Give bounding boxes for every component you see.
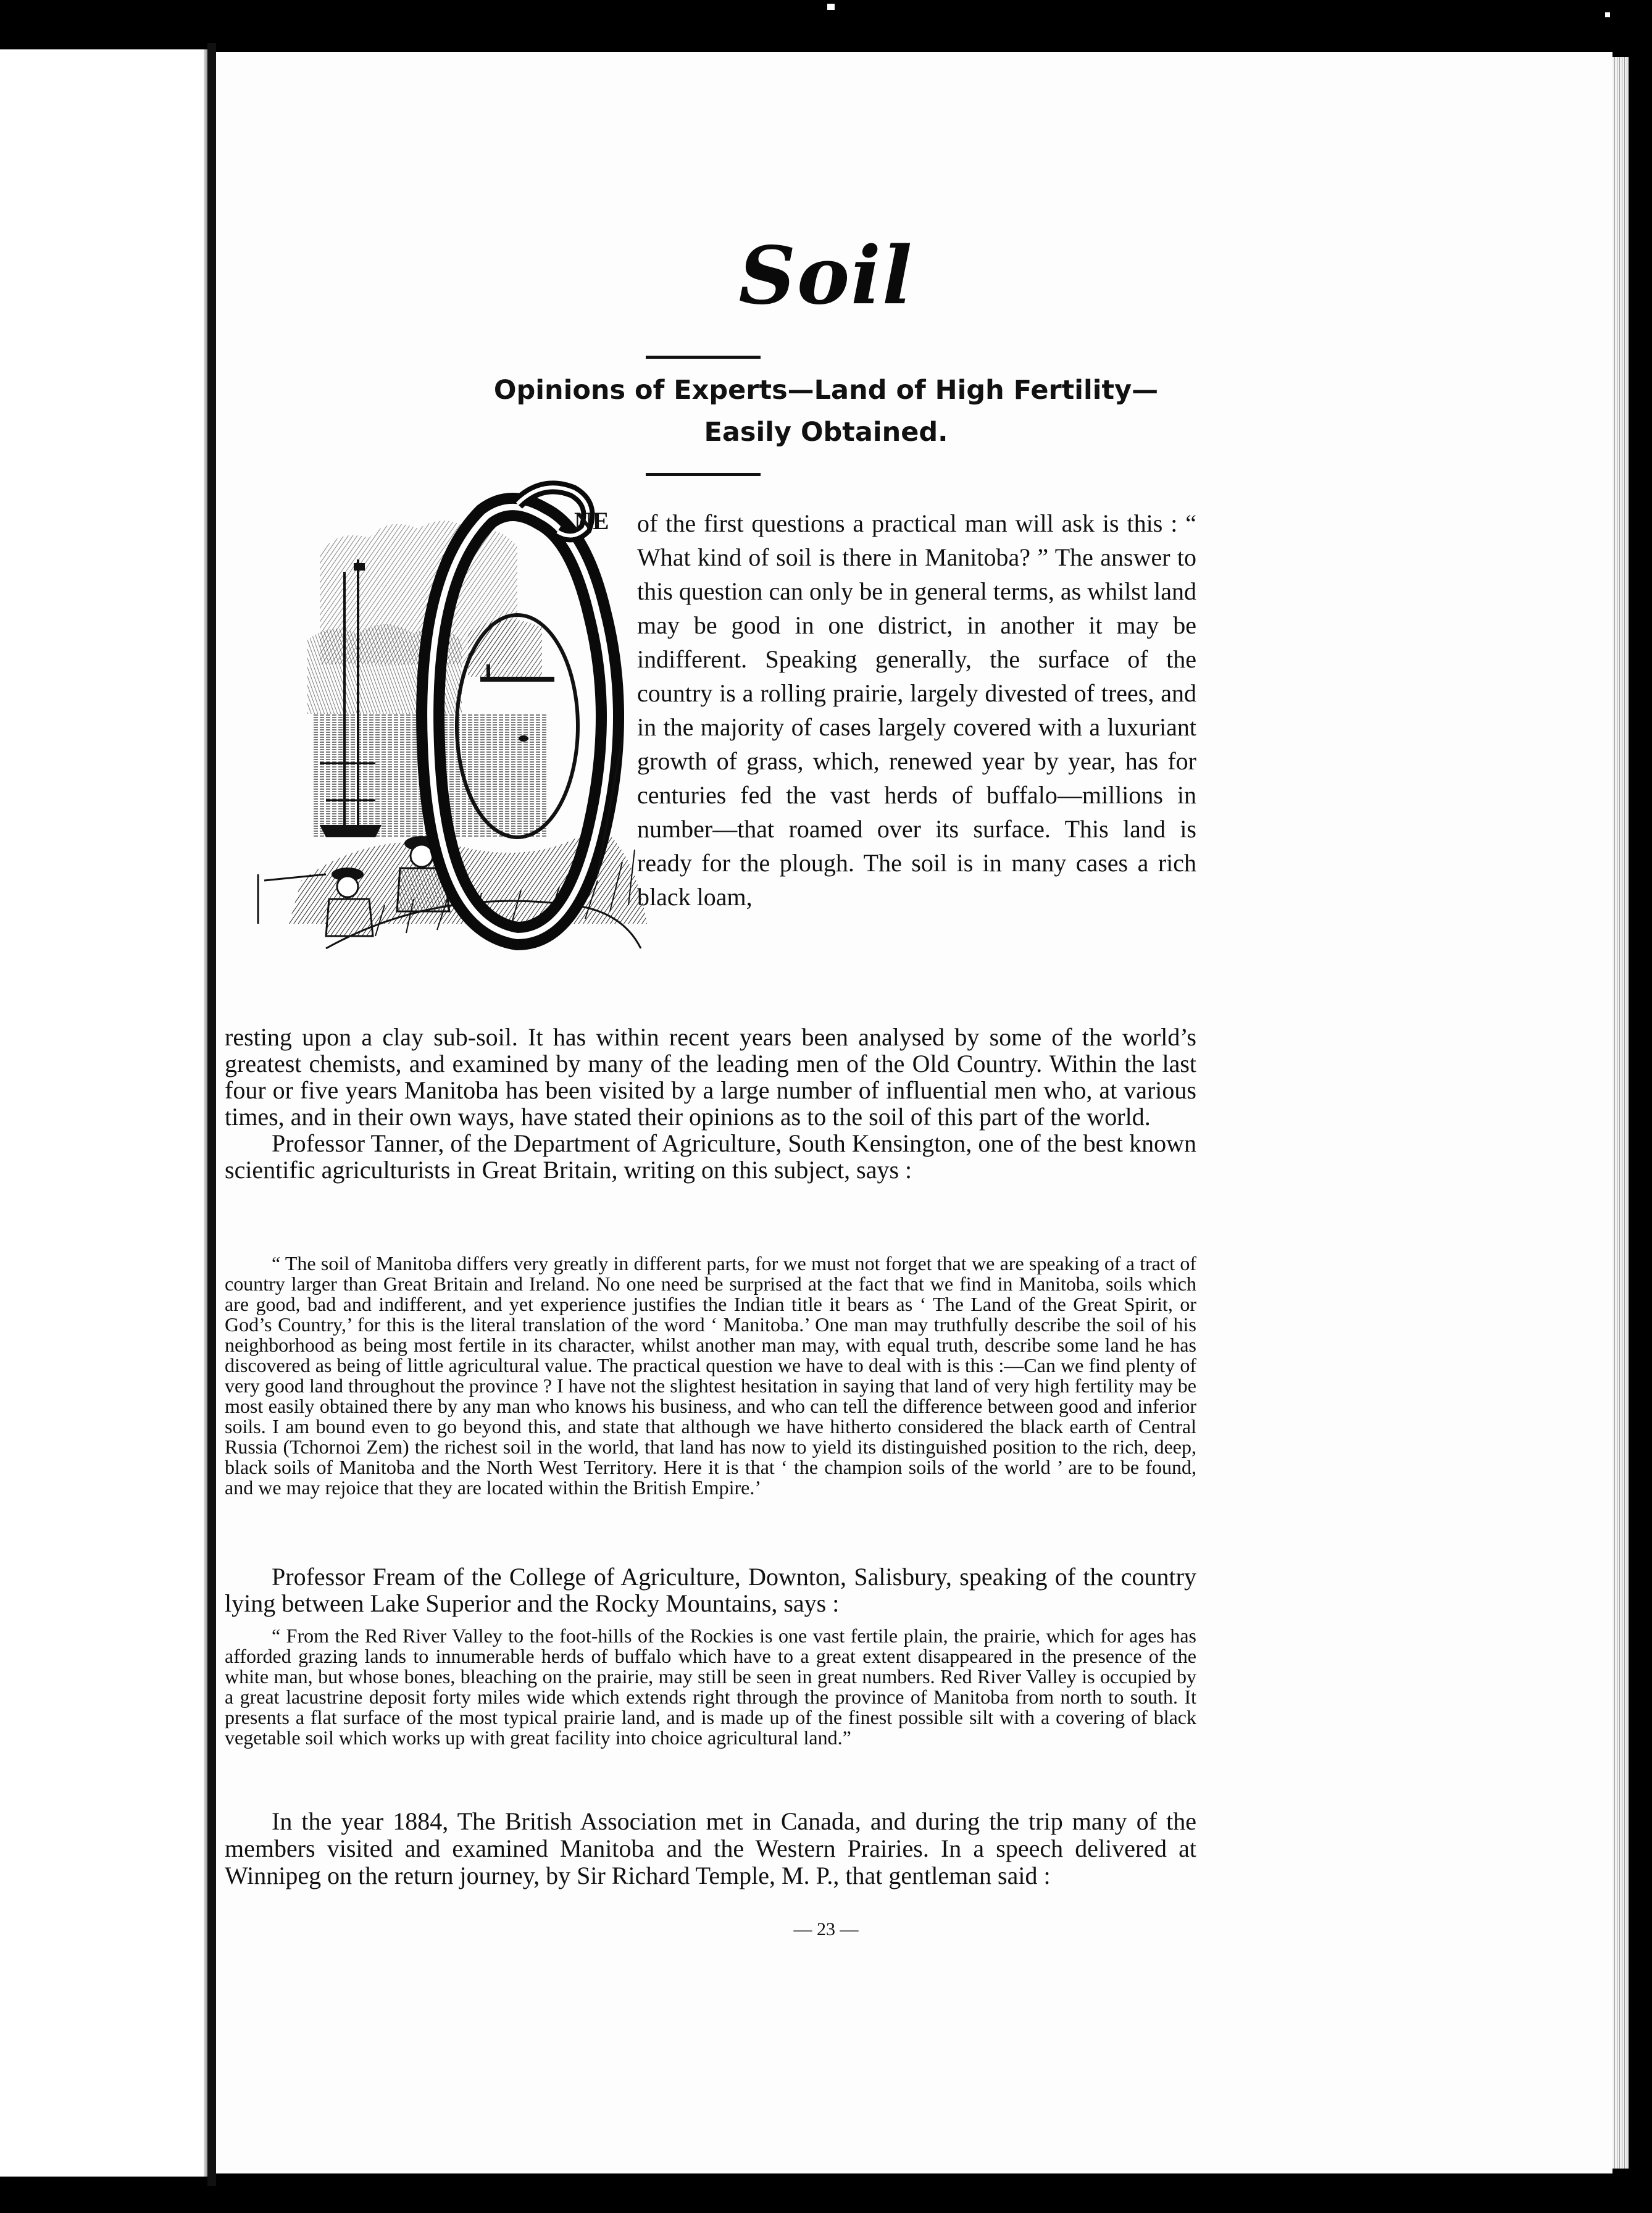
page-edges xyxy=(1612,57,1629,2169)
book-gutter xyxy=(207,43,216,2186)
quote-tanner xyxy=(225,1253,1196,1498)
body-section-3 xyxy=(225,1808,1196,1889)
subtitle-line-1: Opinions of Experts—Land of High Fertility— xyxy=(493,375,1159,406)
scan-mark xyxy=(1605,12,1610,17)
subtitle-line-2: Easily Obtained. xyxy=(704,417,948,448)
paragraph-4: In the year 1884, The British Association met in Canada, and during the trip many of the members visited and examined Manitoba and the Western Prairies. In a speech delivered at Winnipeg on the return journey, by Sir Richard Temple, M. P., that gentleman said : xyxy=(225,1807,1196,1889)
page-subtitle xyxy=(216,369,1612,453)
body-section-2 xyxy=(225,1563,1196,1617)
page-number: — 23 — xyxy=(793,1919,859,1939)
intro-text: of the first questions a practical man will ask is this : “ What kind of soil is there in Manitoba? ” The answer to this question can only be in general terms, as whilst land may be good in one district, in another it may be indifferent. Speaking generally, the surface of the country is a rolling prairie, largely divested of trees, and in the majority of cases largely covered with a luxuriant growth of grass, which, renewed year by year, has for centuries fed the vast herds of buffalo—millions in number—that roamed over its surface. This land is ready for the plough. The soil is in many cases a rich black loam, xyxy=(637,509,1196,911)
title-rule-top xyxy=(646,356,761,359)
quote-fream xyxy=(225,1626,1196,1748)
intro-paragraph xyxy=(637,506,1196,914)
page-content-frame xyxy=(216,52,1612,2173)
left-page-leaf xyxy=(0,49,207,2177)
paragraph-3: Professor Fream of the College of Agriculture, Downton, Salisbury, speaking of the country lying between Lake Superior and the Rocky Mountains, says : xyxy=(225,1563,1196,1617)
quote-tanner-text: “ The soil of Manitoba differs very greatly in different parts, for we must not forget that we are speaking of a tract of country larger than Great Britain and Ireland. No one need be surprised at the fact that we find in Manitoba, soils which are good, bad and indifferent, and yet experience justifies the Indian title it bears as ‘ The Land of the Great Spirit, or God’s Country,’ for this is the literal translation of the word ‘ Manitoba.’ One man may truthfully describe the soil of his neighborhood as being most fertile in its character, whilst another man may, with equal truth, describe some land he has discovered as being of little agricultural value. The practical question we have to deal with is this :—Can we find plenty of very good land throughout the province ? I have not the slightest hesitation in saying that land of very high fertility may be most easily obtained there by any man who knows his business, and who can tell the difference between good and inferior soils. I am bound even to go beyond this, and state that although we have hitherto considered the black earth of Central Russia (Tchornoi Zem) the richest soil in the world, that land has now to yield its distinguished position to the rich, deep, black soils of Manitoba and the North West Territory. Here it is that ‘ the champion soils of the world ’ are to be found, and we may rejoice that they are located within the British Empire.’ xyxy=(225,1252,1196,1499)
paragraph-1-continuation: resting upon a clay sub-soil. It has within recent years been analysed by some of the world’s greatest chemists, and examined by many of the leading men of the Old Country. Within the last four or five years Manitoba has been visited by a large number of influential men who, at various times, and in their own ways, have stated their opinions as to the soil of this part of the world. xyxy=(225,1023,1196,1131)
title-rule-bottom xyxy=(646,473,761,476)
right-page xyxy=(216,52,1612,2173)
body-section-1 xyxy=(225,1024,1196,1183)
page-title: Soil xyxy=(738,230,914,322)
drop-cap-rest: NE xyxy=(574,507,610,535)
paragraph-2: Professor Tanner, of the Department of Agriculture, South Kensington, one of the best known scientific agriculturists in Great Britain, writing on this subject, says : xyxy=(225,1129,1196,1184)
quote-fream-text: “ From the Red River Valley to the foot-hills of the Rockies is one vast fertile plain, the prairie, which for ages has afforded grazing lands to innumerable herds of buffalo which have to a great extent disappeared in the presence of the white man, but whose bones, bleaching on the prairie, may still be seen in great numbers. Red River Valley is occupied by a great lacustrine deposit forty miles wide which extends right through the province of Manitoba from north to south. It presents a flat surface of the most typical prairie land, and is made up of the finest possible silt with a covering of black vegetable soil which works up with great facility into choice agricultural land.” xyxy=(225,1625,1196,1749)
scan-mark xyxy=(827,4,835,10)
